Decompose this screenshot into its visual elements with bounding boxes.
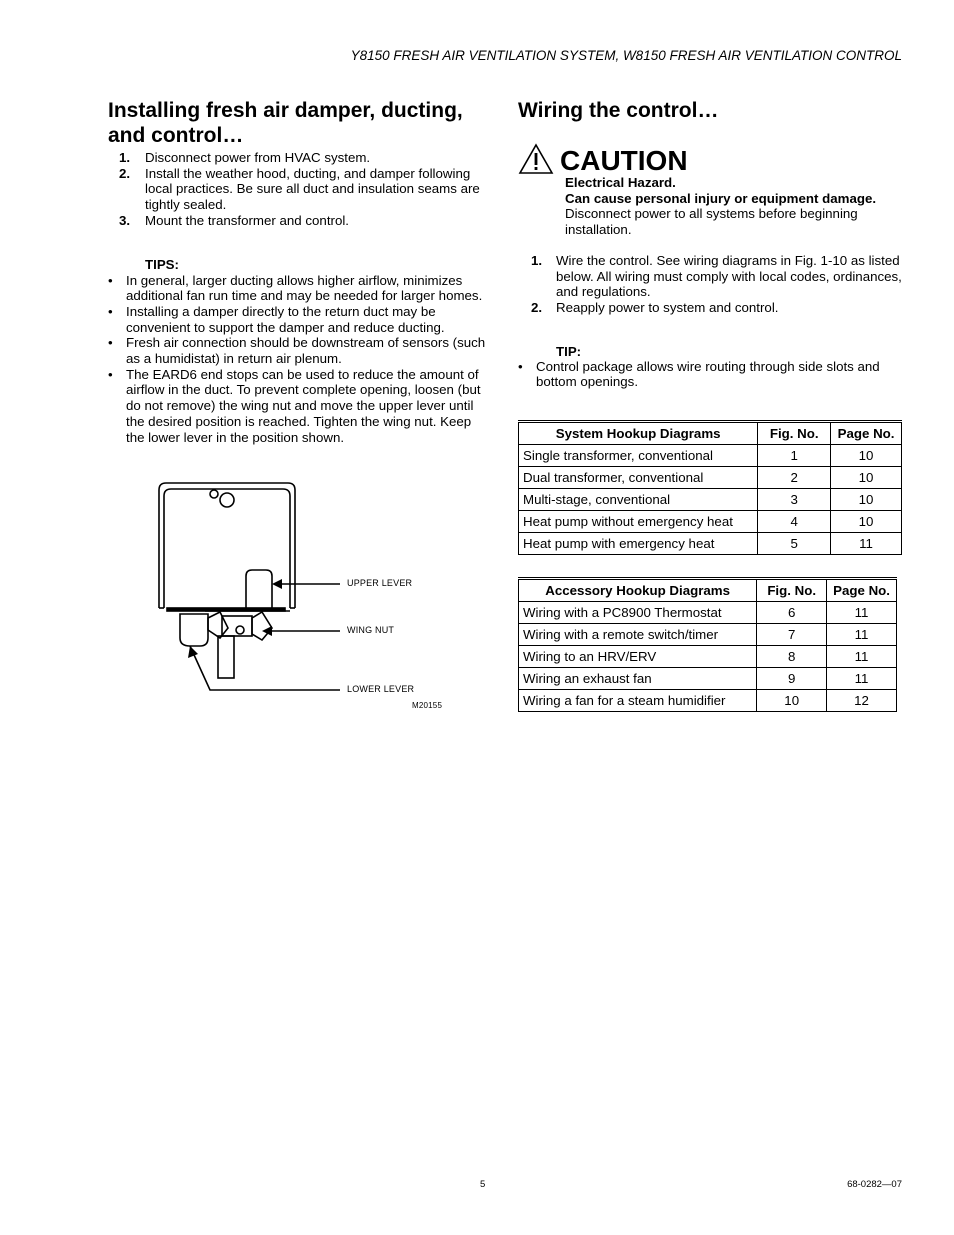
tip-label: TIP: — [556, 343, 582, 359]
list-item: 3. Mount the transformer and control. — [119, 212, 349, 228]
warning-triangle-icon — [518, 143, 554, 175]
list-item: • Control package allows wire routing through side slots and bottom openings. — [518, 358, 880, 390]
caution-injury: Can cause personal injury or equipment damage. — [565, 190, 877, 206]
table-row: Heat pump with emergency heat 5 11 — [519, 533, 902, 555]
caution-hazard: Electrical Hazard. — [565, 175, 676, 190]
damper-lever-figure — [150, 478, 450, 718]
table-row: Wiring with a PC8900 Thermostat 6 11 — [519, 602, 897, 624]
caution-title — [518, 143, 903, 175]
list-item: • Fresh air connection should be downstream of sensors (such as a humidistat) in return air plenum. — [108, 335, 486, 367]
list-item: • In general, larger ducting allows higher airflow, minimizes additional fan run time and may be needed for larger homes. — [108, 272, 483, 304]
tips-label: TIPS: — [145, 256, 179, 272]
running-header: Y8150 FRESH AIR VENTILATION SYSTEM, W8150 FRESH AIR VENTILATION CONTROL — [350, 48, 902, 63]
caution-word: CAUTION — [560, 145, 688, 176]
system-hookup-table — [518, 420, 902, 555]
table-row: Wiring to an HRV/ERV 8 11 — [519, 646, 897, 668]
tip-list — [518, 359, 903, 390]
section-heading-installing: Installing fresh air damper, ducting, and control… — [108, 99, 463, 147]
page-number: 5 — [480, 1179, 486, 1190]
table-header-row: System Hookup Diagrams Fig. No. Page No. — [519, 422, 902, 445]
figure-id: M20155 — [412, 701, 443, 710]
table-row: Dual transformer, conventional 2 10 — [519, 467, 902, 489]
table-row: Heat pump without emergency heat 4 10 — [519, 511, 902, 533]
table-row: Wiring a fan for a steam humidifier 10 12 — [519, 690, 897, 712]
tips-list — [108, 273, 493, 446]
right-column — [518, 98, 903, 390]
list-item: 1. Wire the control. See wiring diagrams in Fig. 1-10 as listed below. All wiring must comply with local codes, ordinances, and regulations. — [531, 252, 902, 300]
list-item: • The EARD6 end stops can be used to reduce the amount of airflow in the duct. To prevent complete opening, loosen (but do not remove) the wing nut and move the upper lever until the desired position is reached. Tighten the wing nut. Keep the lower lever in the position shown. — [108, 366, 481, 445]
install-steps — [108, 150, 493, 229]
table-row: Wiring with a remote switch/timer 7 11 — [519, 624, 897, 646]
list-item: • Installing a damper directly to the return duct may be convenient to support the damper and reduce ducting. — [108, 303, 445, 335]
table-row: Multi-stage, conventional 3 10 — [519, 489, 902, 511]
wiring-steps — [518, 253, 903, 316]
table-header-row: Accessory Hookup Diagrams Fig. No. Page No. — [519, 579, 897, 602]
list-item: 1. Disconnect power from HVAC system. — [119, 150, 371, 165]
caution-body — [518, 175, 903, 238]
label-lower-lever: LOWER LEVER — [347, 684, 415, 694]
document-number: 68-0282—07 — [847, 1179, 902, 1190]
left-column — [108, 98, 493, 445]
table-row: Wiring an exhaust fan 9 11 — [519, 668, 897, 690]
list-item: 2. Install the weather hood, ducting, and damper following local practices. Be sure all duct and insulation seams are tightly sealed. — [119, 165, 480, 213]
label-wing-nut: WING NUT — [347, 625, 395, 635]
table-row: Single transformer, conventional 1 10 — [519, 445, 902, 467]
accessory-hookup-table — [518, 577, 897, 712]
caution-instruction: Disconnect power to all systems before beginning installation. — [565, 206, 858, 238]
label-upper-lever: UPPER LEVER — [347, 578, 413, 588]
list-item: 2. Reapply power to system and control. — [531, 299, 779, 315]
section-heading-wiring: Wiring the control… — [518, 99, 719, 122]
